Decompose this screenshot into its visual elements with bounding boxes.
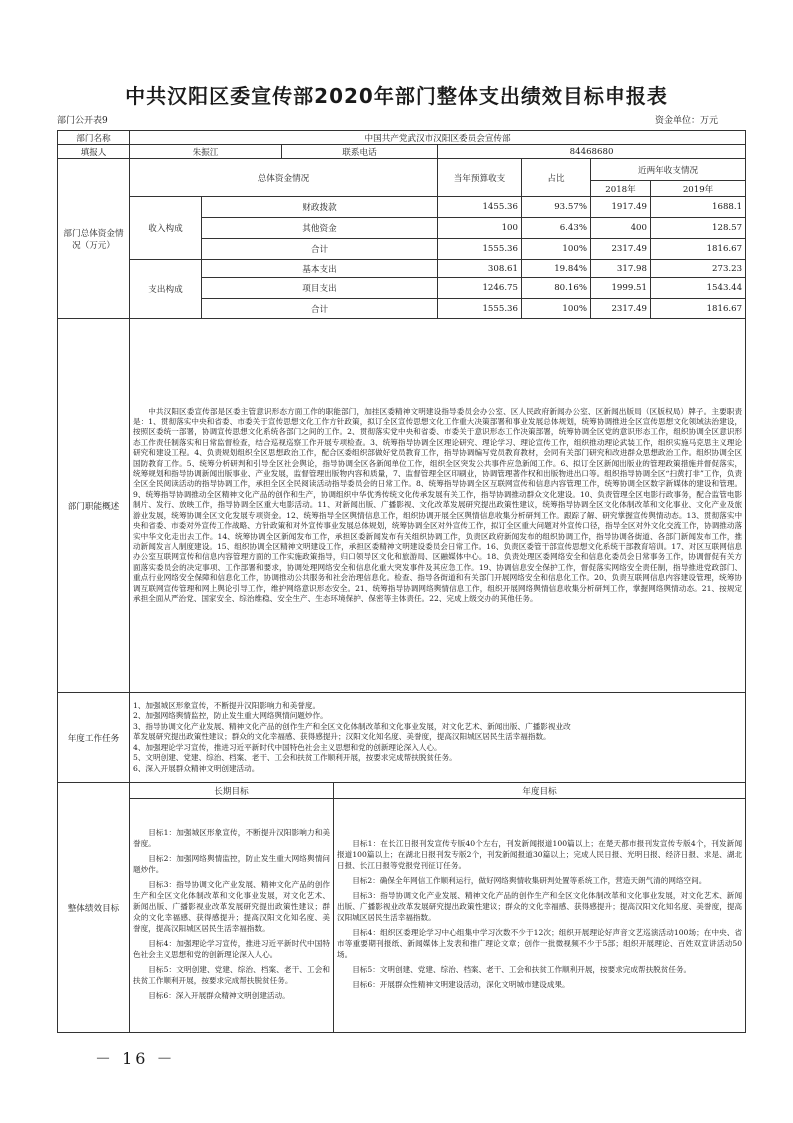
row-name: 财政拨款 (202, 197, 438, 218)
ratio-cell: 80.16% (522, 278, 591, 299)
overview-header: 总体资金情况 (130, 159, 438, 197)
annual-row (58, 693, 746, 783)
filler-row (58, 145, 746, 159)
row-name: 合计 (202, 299, 438, 319)
list-item: 3、指导协调文化产业发展、精神文化产品的创作生产和全区文化体制改革和文化事业发展，对文化艺术、新闻出版、广播影视业改 (133, 721, 571, 731)
list-item: 1、加强城区形象宣传，不断提升汉阳影响力和美誉度。 (133, 701, 321, 711)
filler-value: 朱振江 (130, 145, 282, 159)
list-item: 目标1：加强城区形象宣传，不断提升汉阳影响力和美誉度。 (133, 827, 330, 848)
list-item: 目标5：文明创建、党建、综治、档案、老干、工会和扶贫工作顺利开展，按要求完成帮扶脱贫任务。 (133, 964, 330, 985)
y2018-cell: 1917.49 (591, 197, 651, 218)
budget-cell: 1455.36 (438, 197, 522, 218)
page-number: － 16 － (95, 1049, 176, 1068)
y2018-cell: 2317.49 (591, 299, 651, 319)
long-goals (130, 799, 334, 1033)
dept-value: 中国共产党武汉市汉阳区委员会宣传部 (130, 131, 746, 145)
recent-header: 近两年收支情况 (591, 159, 746, 181)
performance-table (57, 130, 746, 1033)
table-id: 部门公开表9 (57, 116, 108, 126)
list-item: 6、深入开展群众精神文明创建活动。 (133, 763, 260, 773)
budget-header: 当年预算收支 (438, 159, 522, 197)
list-item: 2、加强网络舆情监控，防止发生重大网络舆情问题炒作。 (133, 711, 328, 721)
list-item: 目标5：文明创建、党建、综治、档案、老干、工会和扶贫工作顺利开展，按要求完成帮扶脱贫任务。 (352, 964, 692, 974)
year-2019-header: 2019年 (651, 181, 746, 197)
list-item: 革发展研究提出政策性建议；群众的文化幸福感、获得感提升；汉阳文化知名度、美誉度，提高汉阳城区居民生活幸福指数。 (133, 732, 551, 742)
list-item: 目标4：组织区委理论学习中心组集中学习次数不少于12次；组织开展理论好声音文艺巡演活动100场；在中央、省市等重要期刊报纸、新闻媒体上发表和推广理论文章；创作一批微视频不少于5部；组织开展理论、百姓双宣讲活动50场。 (337, 927, 743, 959)
ratio-cell: 100% (522, 239, 591, 260)
perf-label: 整体绩效目标 (58, 783, 130, 1033)
budget-cell: 1555.36 (438, 239, 522, 260)
list-item: 目标3：指导协调文化产业发展、精神文化产品的创作生产和全区文化体制改革和文化事业发展，对文化艺术、新闻出版、广播影视业改革发展研究提出政策性建议；群众的文化幸福感、获得感提升；提高汉阳文化知名度、美誉度，提高汉阳城区居民生活幸福指数。 (133, 879, 330, 933)
y2018-cell: 400 (591, 218, 651, 239)
expense-label: 支出构成 (130, 260, 202, 319)
filler-label: 填报人 (58, 145, 130, 159)
list-item: 目标4：加强理论学习宣传，推进习近平新时代中国特色社会主义思想和党的创新理论深入人心。 (133, 938, 330, 959)
page-title: 中共汉阳区委宣传部2020年部门整体支出绩效目标申报表 (125, 84, 668, 108)
y2018-cell: 1999.51 (591, 278, 651, 299)
list-item: 4、加强理论学习宣传，推进习近平新时代中国特色社会主义思想和党的创新理论深入人心。 (133, 742, 442, 752)
row-name: 合计 (202, 239, 438, 260)
ratio-cell: 93.57% (522, 197, 591, 218)
function-row (58, 319, 746, 693)
funds-section-label: 部门总体资金情况（万元） (58, 159, 130, 319)
list-item: 目标1：在长江日报刊发宣传专版40个左右，刊发新闻报道100篇以上；在楚天都市报刊发宣传专版4个，刊发新闻报道100篇以上；在湖北日报刊发专版2个，刊发新闻报道30篇以上；完成人民日报、光明日报、经济日报、求是、湖北日报、长江日报等党报党刊征订任务。 (337, 838, 743, 870)
ratio-header: 占比 (522, 159, 591, 197)
phone-value: 84468680 (438, 145, 746, 159)
year-2018-header: 2018年 (591, 181, 651, 197)
y2019-cell: 273.23 (651, 260, 746, 278)
budget-cell: 1246.75 (438, 278, 522, 299)
year-header: 年度目标 (334, 783, 746, 799)
list-item: 目标6：深入开展群众精神文明创建活动。 (148, 990, 290, 1000)
unit-label: 资金单位：万元 (655, 116, 719, 126)
y2019-cell: 1816.67 (651, 239, 746, 260)
list-item: 目标3：指导协调文化产业发展、精神文化产品的创作生产和全区文化体制改革和文化事业发展，对文化艺术、新闻出版、广播影视业改革发展研究提出政策性建议；群众的文化幸福感、获得感提升；提高汉阳文化知名度、美誉度，提高汉阳城区居民生活幸福指数。 (337, 890, 743, 922)
budget-cell: 100 (438, 218, 522, 239)
annual-tasks (130, 693, 746, 783)
ratio-cell: 100% (522, 299, 591, 319)
list-item: 5、文明创建、党建、综治、档案、老干、工会和扶贫工作顺利开展，按要求完成帮扶脱贫任务。 (133, 753, 457, 763)
row-name: 基本支出 (202, 260, 438, 278)
dept-label: 部门名称 (58, 131, 130, 145)
list-item: 目标2：确保全年网信工作顺利运行，做好网络舆情收集研判处置等系统工作，营造天朗气清的网络空间。 (352, 875, 707, 885)
list-item: 目标2：加强网络舆情监控，防止发生重大网络舆情问题炒作。 (133, 853, 330, 874)
y2019-cell: 1543.44 (651, 278, 746, 299)
long-header: 长期目标 (130, 783, 334, 799)
dept-row (58, 131, 746, 145)
budget-cell: 308.61 (438, 260, 522, 278)
y2018-cell: 317.98 (591, 260, 651, 278)
y2019-cell: 1688.1 (651, 197, 746, 218)
phone-label: 联系电话 (282, 145, 438, 159)
y2018-cell: 2317.49 (591, 239, 651, 260)
row-name: 其他资金 (202, 218, 438, 239)
annual-label: 年度工作任务 (58, 693, 130, 783)
ratio-cell: 19.84% (522, 260, 591, 278)
year-goals (334, 799, 746, 1033)
y2019-cell: 1816.67 (651, 299, 746, 319)
budget-cell: 1555.36 (438, 299, 522, 319)
income-label: 收入构成 (130, 197, 202, 260)
y2019-cell: 128.57 (651, 218, 746, 239)
row-name: 项目支出 (202, 278, 438, 299)
table-row (58, 197, 746, 218)
ratio-cell: 6.43% (522, 218, 591, 239)
list-item: 目标6：开展群众性精神文明建设活动，深化文明城市建设成果。 (352, 979, 570, 989)
table-row (58, 260, 746, 278)
function-label: 部门职能概述 (58, 319, 130, 693)
function-text: 中共汉阳区委宣传部是区委主管意识形态方面工作的职能部门，加挂区委精神文明建设指导委员会办公室、区人民政府新闻办公室、区新闻出版局（区版权局）牌子。主要职责是：1、贯彻落实中央和省委、市委关于宣传思想文化工作方针政策，拟订全区宣传思想文化工作重大决策部署和事业发展总体规划，统筹协调推进全区宣传思想文化领域法治建设，按照区委统一部署，协调宣传思想文化系统各部门之间的工作。2、贯彻落实党中央和省委、市委关于意识形态工作决策部署，统筹协调全区党的意识形态工作，组织协调全区意识形态工作责任制落实和日常监督检查，结合巡视巡察工作开展专项检查。3、统筹指导协调全区理论研究、理论学习、理论宣传工作，组织推动理论武装工作，组织实施马克思主义理论研究和建设工程。4、负责规划组织全区思想政治工作，配合区委组织部做好党员教育工作，指导协调编写党员教育教材，会同有关部门研究和改进群众思想政治工作。组织协调全区国防教育工作。5、统筹分析研判和引导全区社会舆论，指导协调全区各新闻单位工作，组织全区突发公共事件应急新闻工作。6、拟订全区新闻出版业的管理政策措施并督促落实，统筹规划和指导协调新闻出版事业、产业发展，监督管理出版物内容和质量，7、监督管理全区印刷业，协调管理著作权和出版物进出口等。组织指导协调全区“扫黄打非”工作，负责全区全民阅读活动的指导协调工作，承担全区全民阅读活动指导委员会的日常工作。8、统筹指导协调全区互联网宣传和信息内容管理工作，统筹协调全区数字新媒体的建设和管理。9、统筹指导协调推动全区精神文化产品的创作和生产，协调组织中华优秀传统文化传承发展有关工作，指导协调推动群众文化建设。10、负责管理全区电影行政事务，配合监管电影制片、发行、放映工作，指导协调全区重大电影活动。11、对新闻出版、广播影视、文化改革发展研究提出政策性建议，统筹指导协调全区文化体制改革和文化事业、文化产业及旅游业发展，统筹协调全区文化发展专项资金。12、统筹指导全区舆情信息工作，组织协调开展全区舆情信息收集分析研判工作。跟踪了解、研究掌握宣传舆情动态。13、贯彻落实中央和省委、市委对外宣传工作战略、方针政策和对外宣传事业发展总体规划，统筹协调全区对外宣传工作，拟订全区重大问题对外宣传口径，指导全区对外文化交流工作，协调推动落实中华文化走出去工作。14、统筹协调全区新闻发布工作，承担区委新闻发布有关组织协调工作，负责区政府新闻发布的组织协调工作，指导协调各街道、各部门新闻发布工作，推动新闻发言人制度建设。15、组织协调全区精神文明建设工作，承担区委精神文明建设委员会日常工作。16、负责区委管干部宣传思想文化系统干部教育培训。17、对区互联网信息办公室互联网宣传和信息内容管理方面的工作实施政策指导，归口领导区文化和旅游局、区融媒体中心。18、负责处理区委网络安全和信息化委员会日常事务工作，协调督促有关方面落实委员会的决定事项、工作部署和要求，协调处理网络安全和信息化重大突发事件及其应急工作。19、协调信息安全保护工作，督促落实网络安全责任制，指导推进党政部门、重点行业网络安全保障和信息化工作，协调推动公共服务和社会治理信息化。检查、指导各街道和有关部门开展网络安全和信息化工作。20、负责互联网信息内容建设管理，统筹协调互联网宣传管理和网上舆论引导工作，维护网络意识形态安全。21、统筹指导协调网络舆情信息工作，组织开展网络舆情信息收集分析研判工作，掌握网络舆情动态。21、按规定承担全面从严治党、国家安全、综治维稳、安全生产、生态环境保护、保密等主体责任。22、完成上级交办的其他任务。 (130, 319, 746, 693)
